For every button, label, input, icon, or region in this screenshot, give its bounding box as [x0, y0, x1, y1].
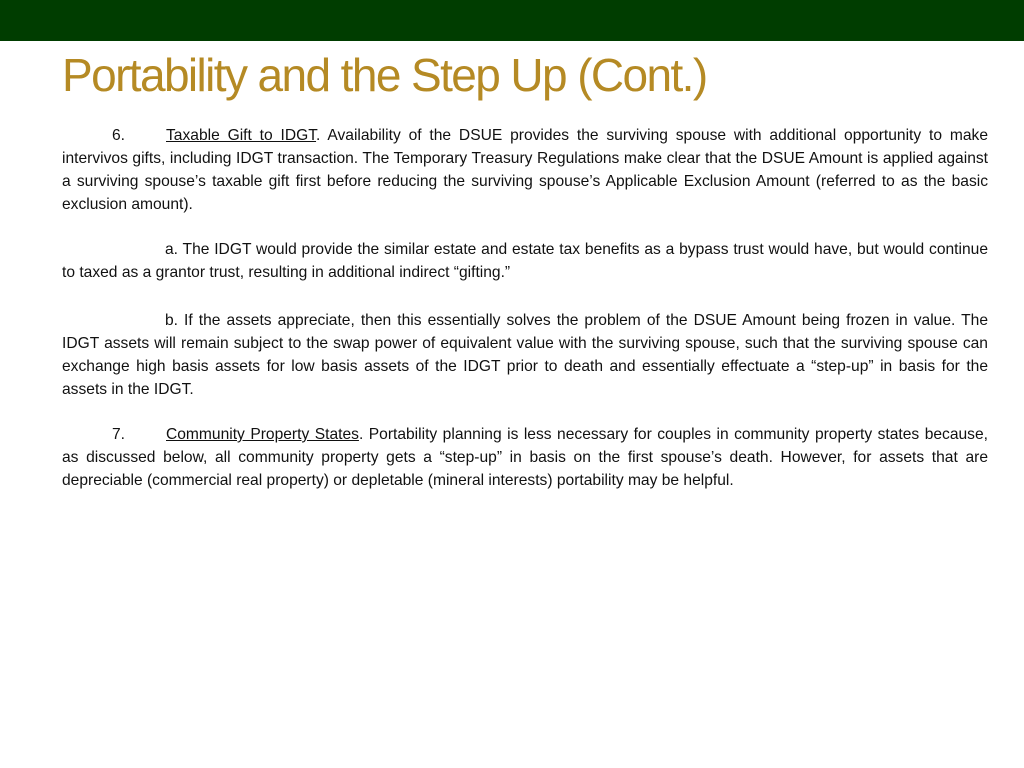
- sub-paragraph-a-text: a. The IDGT would provide the similar estate and estate tax benefits as a bypass trust would have, but would continue to taxed as a grantor trust, resulting in additional indirect “gifting.”: [62, 241, 988, 281]
- slide-title: Portability and the Step Up (Cont.): [62, 49, 707, 101]
- paragraph-6-heading: Taxable Gift to IDGT: [166, 127, 317, 144]
- paragraph-6: [62, 124, 988, 216]
- sub-paragraph-b-text: b. If the assets appreciate, then this essentially solves the problem of the DSUE Amount being frozen in value. The IDGT assets will remain subject to the swap power of equivalent value with the surviving spouse, such that the surviving spouse can exchange high basis assets for low basis assets of the IDGT prior to death and essentially effectuate a “step-up” in basis for the assets in the IDGT.: [62, 312, 988, 398]
- paragraph-6-text: . Availability of the DSUE provides the surviving spouse with additional opportunity to make intervivos gifts, including IDGT transaction. The Temporary Treasury Regulations make clear that the DSUE Amount is applied against a surviving spouse’s taxable gift first before reducing the surviving spouse’s Applicable Exclusion Amount (referred to as the basic exclusion amount).: [62, 127, 988, 213]
- paragraph-7-text: . Portability planning is less necessary for couples in community property states because, as discussed below, all community property gets a “step-up” in basis on the first spouse’s death. However, for assets that are depreciable (commercial real property) or depletable (mineral interests) portability may be helpful.: [62, 426, 988, 489]
- sub-paragraph-b: [62, 309, 988, 401]
- paragraph-7: [62, 423, 988, 492]
- paragraph-7-number: 7.: [112, 426, 126, 443]
- paragraph-7-heading: Community Property States: [166, 426, 359, 443]
- slide-body: [62, 124, 988, 492]
- sub-paragraph-a: [62, 238, 988, 284]
- paragraph-6-number: 6.: [112, 127, 126, 144]
- header-bar: [0, 0, 1024, 41]
